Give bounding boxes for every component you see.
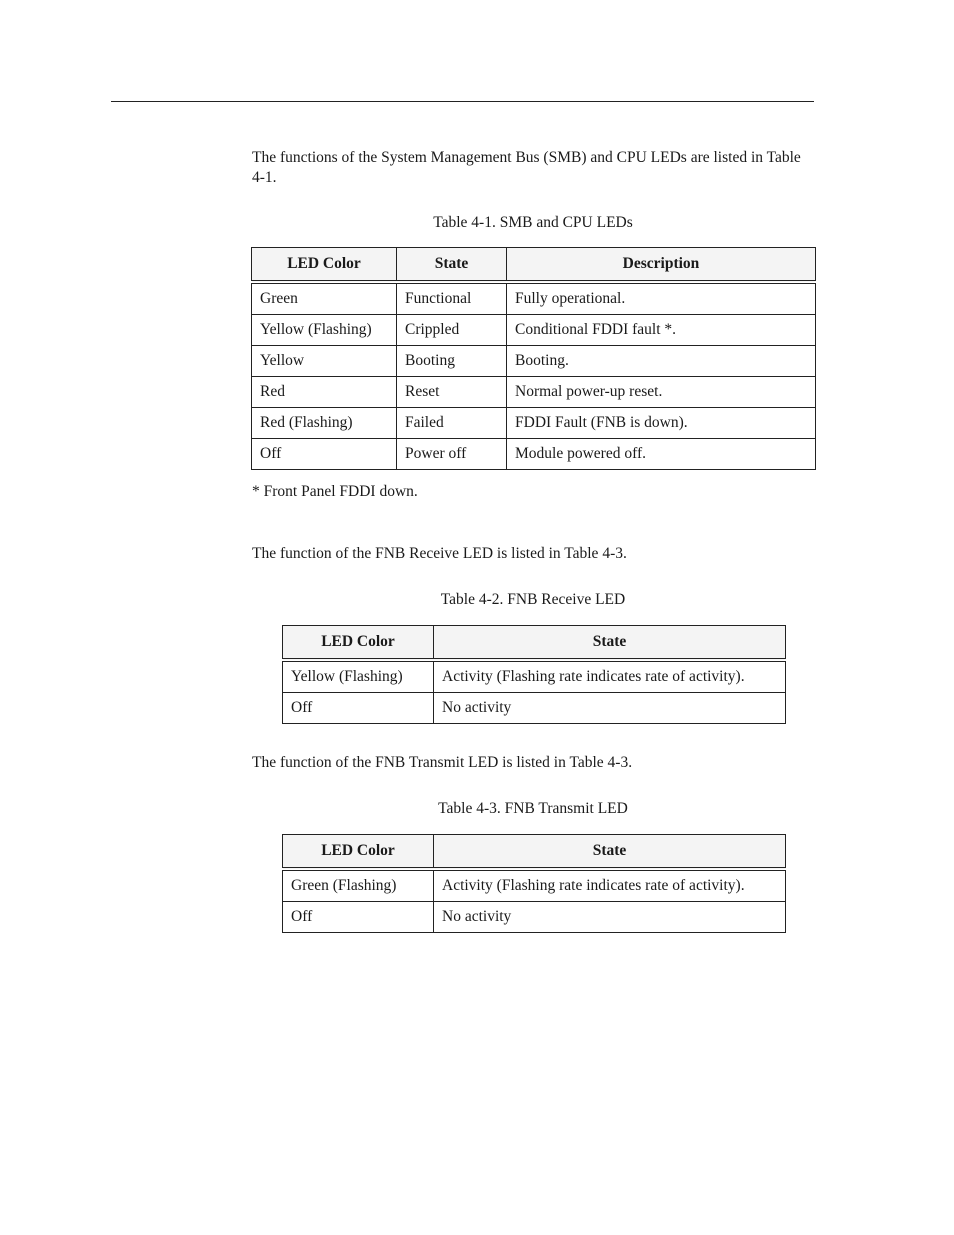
table-cell: Booting [397,346,507,377]
table3-caption: Table 4-3. FNB Transmit LED [438,800,628,817]
table-cell: Failed [397,408,507,439]
table-cell: Yellow [252,346,397,377]
table2-fnb-receive-led [282,625,786,724]
table-row [252,282,816,315]
table2-caption: Table 4-2. FNB Receive LED [440,591,626,608]
table-cell: No activity [434,693,786,724]
table-cell: Activity (Flashing rate indicates rate of activity). [434,869,786,902]
table-cell: Fully operational. [507,282,816,315]
table-row [283,693,786,724]
header-rule [111,101,814,102]
table-cell: Yellow (Flashing) [252,315,397,346]
table2-header-row [283,626,786,661]
table-cell: Red [252,377,397,408]
table3-header-led-color: LED Color [283,835,434,870]
table-cell: Booting. [507,346,816,377]
intro-receive-paragraph: The function of the FNB Receive LED is listed in Table 4-3. [252,545,627,562]
table1-caption: Table 4-1. SMB and CPU LEDs [433,214,633,231]
table-cell: Conditional FDDI fault *. [507,315,816,346]
table-row [252,315,816,346]
intro-transmit-paragraph: The function of the FNB Transmit LED is listed in Table 4-3. [252,754,633,771]
table-cell: Green (Flashing) [283,869,434,902]
table-cell: Off [252,439,397,470]
table-cell: FDDI Fault (FNB is down). [507,408,816,439]
table-cell: Power off [397,439,507,470]
table-cell: Normal power-up reset. [507,377,816,408]
table-row [283,869,786,902]
table-row [252,377,816,408]
table-cell: Red (Flashing) [252,408,397,439]
table-row [283,660,786,693]
table-row [252,439,816,470]
table-cell: Functional [397,282,507,315]
table-cell: Module powered off. [507,439,816,470]
table1-header-state: State [397,248,507,283]
table2-header-led-color: LED Color [283,626,434,661]
table-cell: Green [252,282,397,315]
table1-smb-cpu-leds [251,247,816,470]
table-cell: Yellow (Flashing) [283,660,434,693]
table-cell: No activity [434,902,786,933]
table1-header-led-color: LED Color [252,248,397,283]
table-cell: Activity (Flashing rate indicates rate of activity). [434,660,786,693]
intro-smb-paragraph: The functions of the System Management Bus (SMB) and CPU LEDs are listed in Table 4-1. [252,149,801,186]
table-row [252,408,816,439]
table2-header-state: State [434,626,786,661]
table-cell: Crippled [397,315,507,346]
table-cell: Off [283,902,434,933]
table1-header-row [252,248,816,283]
table1-footnote: * Front Panel FDDI down. [252,483,418,500]
table-cell: Off [283,693,434,724]
table-cell: Reset [397,377,507,408]
table3-header-state: State [434,835,786,870]
table-row [252,346,816,377]
table1-header-description: Description [507,248,816,283]
table3-header-row [283,835,786,870]
table3-fnb-transmit-led [282,834,786,933]
table-row [283,902,786,933]
